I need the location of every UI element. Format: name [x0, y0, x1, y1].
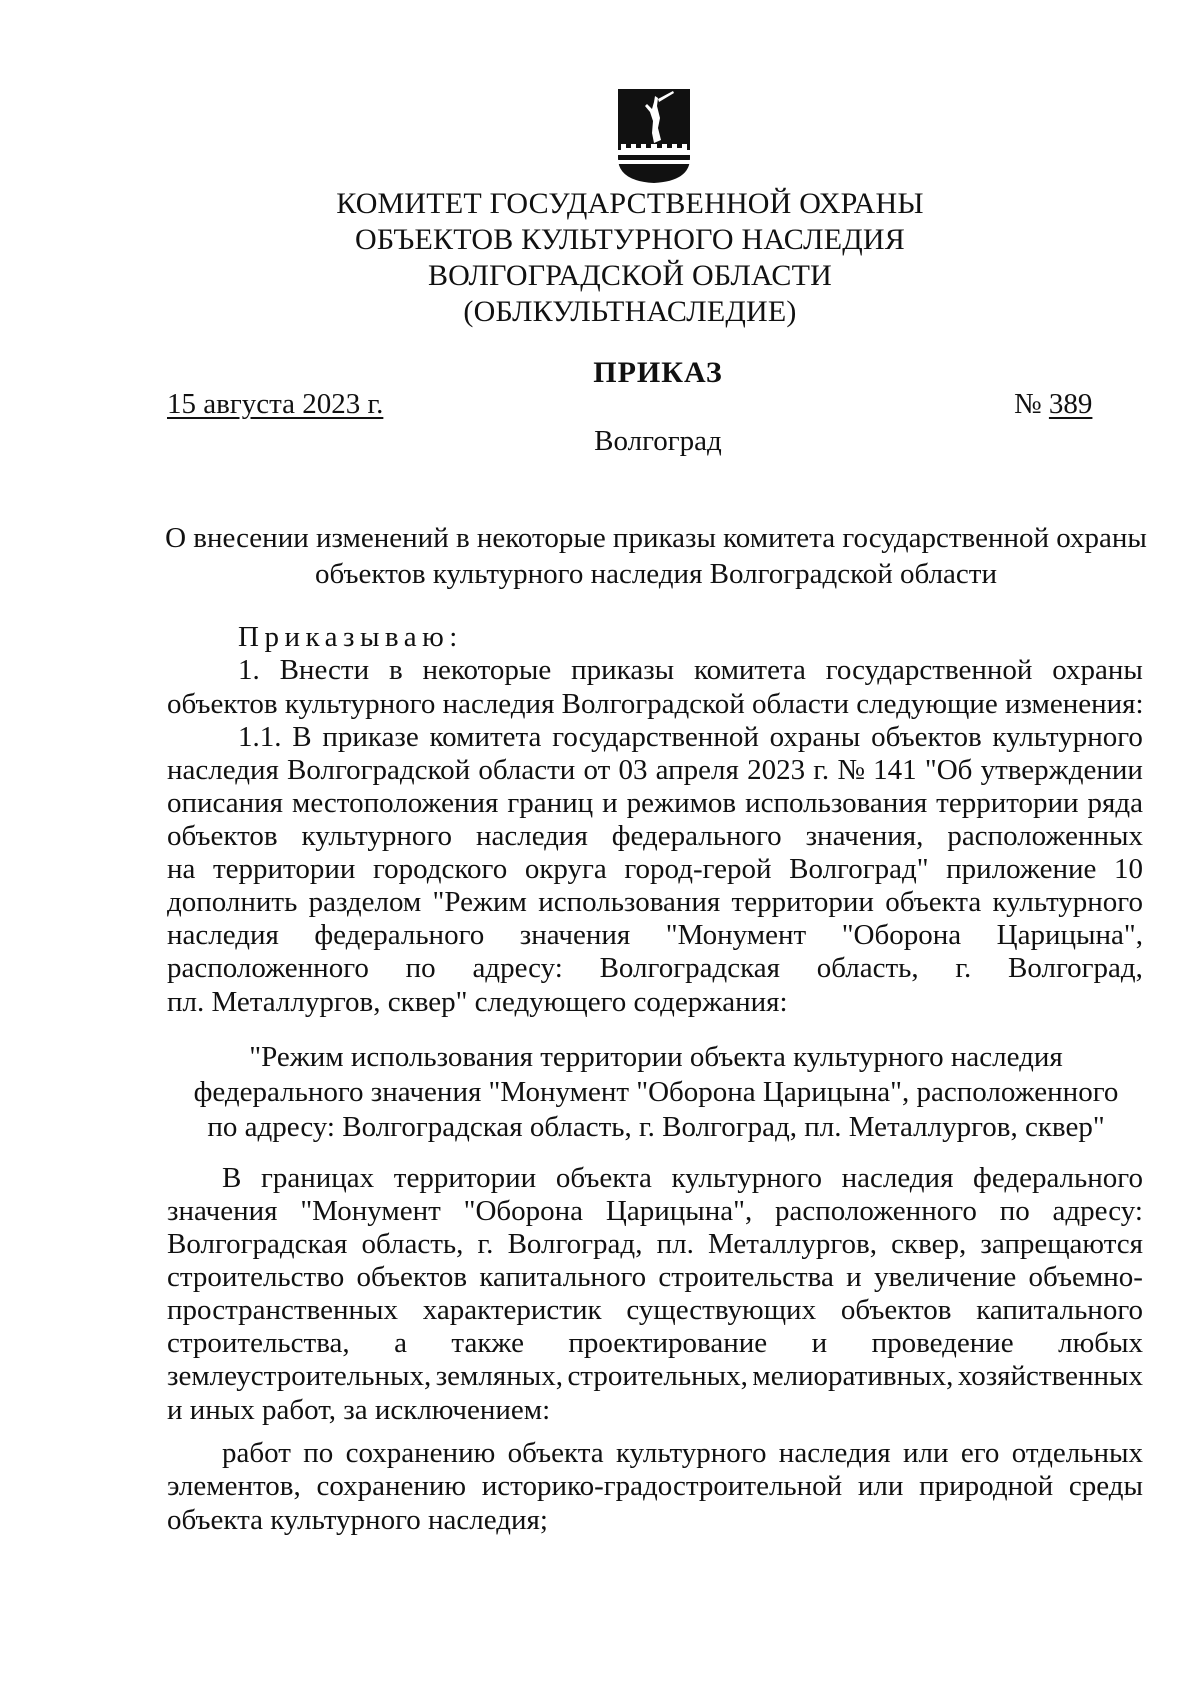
word: территории [731, 886, 874, 918]
word: В [222, 1162, 242, 1194]
word: Волгоградская [167, 1228, 348, 1260]
bounds-paragraph [167, 1162, 1143, 1427]
body-line [167, 1261, 1143, 1294]
word: 1. [238, 654, 260, 686]
word: 10 [1113, 853, 1143, 885]
word: или [857, 1470, 904, 1502]
body-line: пл. Металлургов, сквер" следующего содержания: [167, 986, 788, 1018]
order-city: Волгоград [594, 425, 722, 457]
body-line [167, 952, 1143, 985]
order-word: Приказываю: [238, 621, 463, 653]
word: значения, [805, 820, 924, 852]
word: федерального [314, 919, 485, 951]
word: Волгоградская [599, 952, 780, 984]
word: пространственных [167, 1294, 398, 1326]
word: "Оборона [841, 919, 962, 951]
word: "Оборона [463, 1195, 584, 1227]
word: расположенных [947, 820, 1143, 852]
word: также [451, 1327, 524, 1359]
word: территории [393, 1162, 537, 1194]
body-line [167, 1294, 1143, 1327]
body-line: объекта культурного наследия; [167, 1504, 548, 1536]
word: "Монумент [665, 919, 807, 951]
word: или [902, 1437, 949, 1469]
subject-line: объектов культурного наследия Волгоградской области [315, 558, 997, 590]
word: использования [538, 886, 721, 918]
word: городского [372, 853, 508, 885]
word: охраны [1052, 654, 1143, 686]
word: Волгоград, [1008, 952, 1143, 984]
word: Царицына", [996, 919, 1143, 951]
word: Волгоград, [507, 1228, 643, 1260]
word: описания [167, 787, 284, 819]
word: характеристик [422, 1294, 602, 1326]
word: строительных, [567, 1360, 748, 1392]
word: границах [260, 1162, 375, 1194]
word: отдельных [1011, 1437, 1143, 1469]
word: комитета [429, 721, 542, 753]
body-line [167, 754, 1143, 787]
word: культурного [615, 1437, 767, 1469]
word: проектирование [568, 1327, 768, 1359]
word: 03 [618, 754, 648, 786]
body-line: и иных работ, за исключением: [167, 1394, 551, 1426]
committee-line: ВОЛГОГРАДСКОЙ ОБЛАСТИ [427, 259, 833, 292]
order-number [1014, 388, 1092, 421]
body-line [167, 1327, 1143, 1360]
body-line [167, 919, 1143, 952]
regime-title-line: "Режим использования территории объекта культурного наследия [249, 1041, 1063, 1073]
word: использования [745, 787, 928, 819]
word: границ [507, 787, 594, 819]
word: существующих [626, 1294, 817, 1326]
word: увеличение [873, 1261, 1017, 1293]
word: "Об [924, 754, 973, 786]
word: сохранению [316, 1470, 467, 1502]
word: город-герой [624, 853, 772, 885]
word: объектов [840, 1294, 952, 1326]
body-line: объектов культурного наследия Волгоградской области следующие изменения: [167, 688, 1144, 720]
committee-line: ОБЪЕКТОВ КУЛЬТУРНОГО НАСЛЕДИЯ [354, 223, 905, 256]
word: культурного [992, 721, 1143, 753]
word: 141 [873, 754, 917, 786]
word: приказы [571, 654, 675, 686]
word: пл. [656, 1228, 694, 1260]
word: объектов [871, 721, 982, 753]
word: строительства, [167, 1327, 350, 1359]
word: по [303, 1437, 334, 1469]
word: г. [955, 952, 972, 984]
word: территории [212, 853, 356, 885]
body-line [167, 1228, 1143, 1261]
word: хозяйственных [957, 1360, 1143, 1392]
word: объекта [555, 1162, 652, 1194]
body-line [167, 1360, 1143, 1393]
word: Царицына", [605, 1195, 753, 1227]
word: сохранению [345, 1437, 496, 1469]
word: а [394, 1327, 407, 1359]
word: ряда [1087, 787, 1143, 819]
word: адресу: [1052, 1195, 1143, 1227]
word: капитального [479, 1261, 647, 1293]
word: № [837, 754, 865, 786]
word: "Монумент [300, 1195, 441, 1227]
word: на [167, 853, 196, 885]
body-line [167, 1470, 1143, 1503]
word: его [960, 1437, 1000, 1469]
word: область, [361, 1228, 464, 1260]
word: среды [1068, 1470, 1143, 1502]
word: культурного [992, 886, 1143, 918]
coat-of-arms-icon [617, 88, 691, 184]
word: и [846, 1261, 862, 1293]
word: дополнить [167, 886, 298, 918]
word: наследия [167, 754, 279, 786]
committee-line: КОМИТЕТ ГОСУДАРСТВЕННОЙ ОХРАНЫ [336, 187, 924, 220]
word: землеустроительных, [167, 1360, 432, 1392]
word: государственной [552, 721, 759, 753]
word: элементов, [167, 1470, 301, 1502]
word: апреля [655, 754, 739, 786]
word: государственной [825, 654, 1033, 686]
word: в [388, 654, 403, 686]
word: режимов [626, 787, 737, 819]
word: "Режим [432, 886, 527, 918]
word: Волгоград" [789, 853, 929, 885]
order-body [167, 620, 1143, 1019]
word: культурного [671, 1162, 822, 1194]
word: запрещаются [980, 1228, 1143, 1260]
word: наследия [475, 820, 588, 852]
committee-name [200, 186, 1060, 330]
word: комитета [694, 654, 806, 686]
word: мелиоративных, [752, 1360, 954, 1392]
word: от [583, 754, 611, 786]
works-paragraph [167, 1437, 1143, 1537]
word: объектов [356, 1261, 468, 1293]
word: значения [519, 919, 631, 951]
committee-line: (ОБЛКУЛЬТНАСЛЕДИЕ) [463, 295, 797, 328]
body-line [167, 1437, 1143, 1470]
word: значения [167, 1195, 278, 1227]
word: расположенного [775, 1195, 977, 1227]
word: В [292, 721, 312, 753]
regime-title-line: федерального значения "Монумент "Оборона Царицына", расположенного [193, 1076, 1119, 1108]
word: разделом [308, 886, 422, 918]
order-title: ПРИКАЗ [593, 356, 723, 389]
word: область, [816, 952, 919, 984]
order-subject [160, 520, 1152, 592]
word: Волгоградской [287, 754, 471, 786]
word: и [602, 787, 618, 819]
regime-title [160, 1040, 1152, 1145]
word: некоторые [422, 654, 552, 686]
body-line [167, 654, 1143, 687]
body-line [167, 853, 1143, 886]
word: объемно- [1028, 1261, 1143, 1293]
word: приложение [946, 853, 1097, 885]
word: объекта [885, 886, 982, 918]
word: проведение [871, 1327, 1014, 1359]
word: и [811, 1327, 828, 1359]
word: по [405, 952, 436, 984]
word: охраны [769, 721, 861, 753]
word: строительство [167, 1261, 345, 1293]
order-number-value: 389 [1048, 388, 1093, 420]
word: расположенного [167, 952, 369, 984]
subject-line: О внесении изменений в некоторые приказы комитета государственной охраны [165, 522, 1147, 554]
word: объекта [507, 1437, 604, 1469]
word: территории [936, 787, 1079, 819]
order-number-prefix: № [1014, 388, 1042, 420]
word: федерального [973, 1162, 1143, 1194]
word: земляных, [435, 1360, 563, 1392]
word: наследия [778, 1437, 891, 1469]
word: округа [524, 853, 607, 885]
word: местоположения [291, 787, 499, 819]
word: историко-градостроительной [481, 1470, 843, 1502]
word: капитального [976, 1294, 1143, 1326]
word: федерального [611, 820, 782, 852]
word: 2023 [747, 754, 806, 786]
word: области [478, 754, 576, 786]
word: строительства [658, 1261, 834, 1293]
word: наследия [167, 919, 279, 951]
regime-title-line: по адресу: Волгоградская область, г. Волгоград, пл. Металлургов, сквер" [207, 1111, 1105, 1143]
body-line [167, 1162, 1143, 1195]
body-line [167, 787, 1143, 820]
word: адресу: [472, 952, 563, 984]
word: по [999, 1195, 1030, 1227]
word: объектов [167, 820, 278, 852]
body-line [167, 820, 1143, 853]
word: природной [919, 1470, 1054, 1502]
body-line [167, 1195, 1143, 1228]
order-date: 15 августа 2023 г. [167, 388, 384, 420]
body-line [167, 886, 1143, 919]
body-line [167, 721, 1143, 754]
word: Металлургов, [707, 1228, 877, 1260]
word: работ [222, 1437, 291, 1469]
word: любых [1058, 1327, 1143, 1359]
word: приказе [322, 721, 419, 753]
word: культурного [301, 820, 453, 852]
word: наследия [841, 1162, 954, 1194]
word: г. [477, 1228, 494, 1260]
word: сквер, [891, 1228, 967, 1260]
word: Внести [279, 654, 370, 686]
word: 1.1. [238, 721, 282, 753]
word: г. [813, 754, 830, 786]
word: утверждении [980, 754, 1143, 786]
